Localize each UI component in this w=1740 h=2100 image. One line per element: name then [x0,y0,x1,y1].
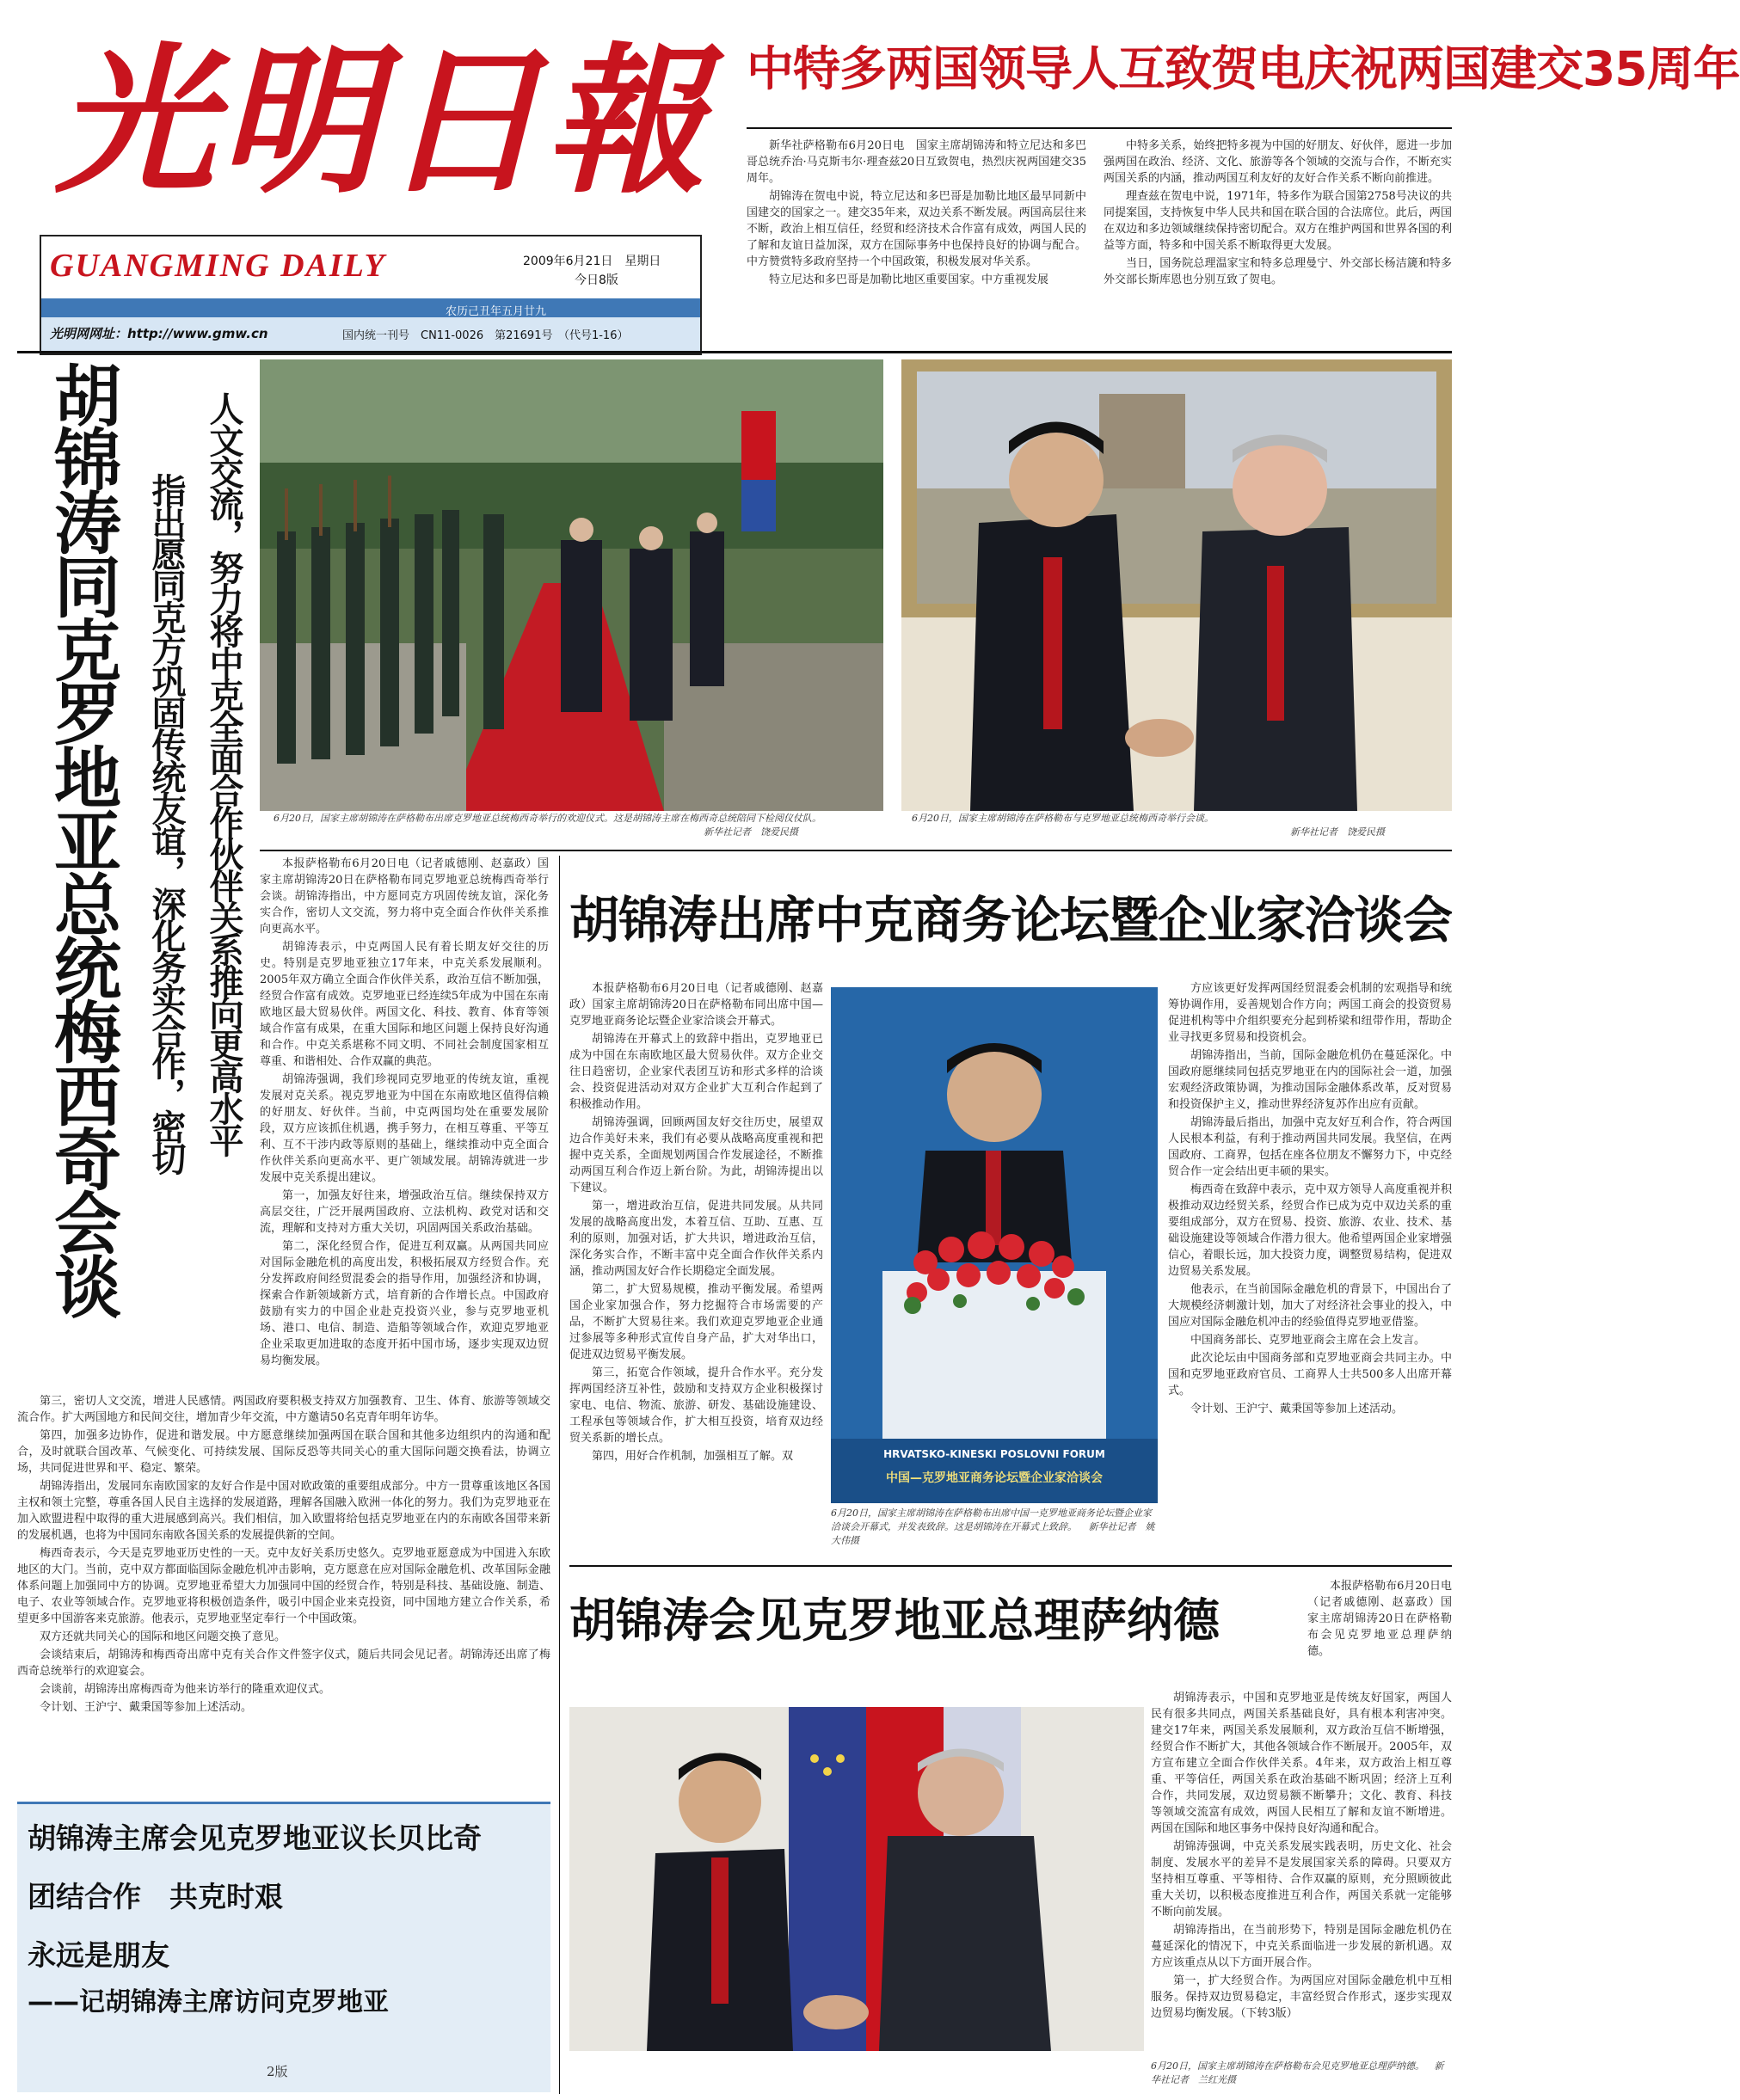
meeting-intro: 本报萨格勒布6月20日电（记者戚德刚、赵嘉政）国家主席胡锦涛20日在萨格勒布会见克罗地亚总理萨纳德。 [1307,1580,1452,1658]
top-story-col-2: 中特多关系，始终把特多视为中国的好朋友、好伙伴，愿进一步加强两国在政治、经济、文化、旅游等各个领域的交流与合作，不断充实两国关系的内涵，推动两国互利友好的友好合作关系不断向前推进。 理查兹在贺电中说，1971年，特多作为联合国第2758号决议的共同提案国，支持恢复中华人民共和国在联合国的合法席位。此后，两国在双边和多边领域继续保持密切配合。双方在维护两国和世界各国的利益等方面，特多和中国关系不断取得更大发展。 当日，国务院总理温家宝和特多总理曼宁、外交部长杨洁篪和特多外交部长斯库恩也分别互致了贺电。 [1104,139,1452,286]
lead-headline: 胡锦涛同克罗地亚总统梅西奇会谈 [43,361,120,1316]
column-divider [559,856,560,2094]
photo-4-caption: 6月20日，国家主席胡锦涛在萨格勒布会见克罗地亚总理萨纳德。 新华社记者 兰红光摄 [1151,2060,1444,2085]
issue-number: 国内统一刊号 CN11-0026 第21691号 （代号1-16） [342,329,629,342]
lunar-date: 农历己丑年五月廿九 [446,305,547,318]
promo-line-2[interactable]: 团结合作 共克时艰 [28,1880,283,1913]
website-url[interactable]: 光明网网址：http://www.gmw.cn [50,326,268,341]
blue-band [41,298,700,317]
promo-line-4[interactable]: ——记胡锦涛主席访问克罗地亚 [28,1987,389,2017]
forum-banner-croatian: HRVATSKO-KINESKI POSLOVNI FORUM [883,1448,1105,1460]
forum-headline: 胡锦涛出席中克商务论坛暨企业家洽谈会 [569,891,1453,949]
lead-body-column: 本报萨格勒布6月20日电（记者戚德刚、赵嘉政）国家主席胡锦涛20日在萨格勒布同克罗地亚总统梅西奇举行会谈。胡锦涛指出，中方愿同克方巩固传统友谊，深化务实合作，密切人文交流，努力将中克全面合作伙伴关系推向更高水平。 胡锦涛表示，中克两国人民有着长期友好交往的历史。特别是克罗地亚独立17年来，中克关系发展顺利。2005年双方确立全面合作伙伴关系，政治互信不断加强，经贸合作富有成效。克罗地亚已经连续5年成为中国在东南欧地区最大贸易伙伴。两国文化、科技、教育、体育等领域合作富有成果，在重大国际和地区问题上保持良好沟通和合作。中克关系堪称不同文明、不同社会制度国家相互尊重、和谐相处、合作双赢的典范。 胡锦涛强调，我们珍视同克罗地亚的传统友谊，重视发展对克关系。视克罗地亚为中国在东南欧地区值得信赖的好朋友、好伙伴。当前，中克两国均处在重要发展阶段，双方应该抓住机遇，携手努力，在相互尊重、平等互利、互不干涉内政等原则的基础上，继续推动中克全面合作伙伴关系向更高水平、更广领域发展。胡锦涛就进一步发展中克关系提出建议。 第一，加强友好往来，增强政治互信。继续保持双方高层交往，广泛开展两国政府、立法机构、政党对话和交流，理解和支持对方重大关切，巩固两国关系政治基础。 第二，深化经贸合作，促进互利双赢。从两国共同应对国际金融危机的高度出发，积极拓展双方经贸合作。充分发挥政府间经贸混委会的指导作用，加强经济和协调，探索合作新领域新方式，培育新的合作增长点。中国政府鼓励有实力的中国企业赴克投资兴业，参与克罗地亚机场、港口、电信、制造、造船等领域合作，欢迎克罗地亚企业采取更加进取的态度开拓中国市场，逐步实现双边贸易均衡发展。 [260,857,549,1367]
masthead-logo: 光明日報 [55,27,710,215]
photo-2-caption: 6月20日，国家主席胡锦涛在萨格勒布与克罗地亚总统梅西奇举行会谈。 新华社记者 饶爱民摄 [912,813,1385,838]
lead-subhead-1: 人文交流，努力将中克全面合作伙伴关系推向更高水平 [204,391,243,1155]
promo-box[interactable] [17,1802,550,2092]
top-story-col-1: 新华社萨格勒布6月20日电 国家主席胡锦涛和特立尼达和多巴哥总统乔治·马克斯韦尔·理查兹20日互致贺电，热烈庆祝两国建交35周年。 胡锦涛在贺电中说，特立尼达和多巴哥是加勒比地区最早同新中国建交的国家之一。建交35年来，双边关系不断发展。两国高层往来不断，政治上相互信任，经贸和经济技术合作富有成效，两国人民的了解和友谊日益加深，双方在国际事务中也保持良好的协调与配合。中方赞赏特多政府坚持一个中国政策，积极发展对华关系。 特立尼达和多巴哥是加勒比地区重要国家。中方重视发展 [747,139,1086,286]
page-count: 今日8版 [575,273,618,287]
photo-1-caption: 6月20日，国家主席胡锦涛在萨格勒布出席克罗地亚总统梅西奇举行的欢迎仪式。这是胡锦涛主席在梅西奇总统陪同下检阅仪仗队。 新华社记者 饶爱民摄 [274,813,821,838]
promo-page-ref[interactable]: 2版 [267,2064,288,2079]
lead-subhead-2: 指出愿同克方巩固传统友谊，深化务实合作，密切 [146,473,186,1173]
honor-guard-image [260,359,883,811]
masthead-box [40,235,702,355]
photo-row-rule [260,850,1452,851]
photo-forum-speech [831,987,1158,1503]
forum-col-1: 本报萨格勒布6月20日电（记者戚德刚、赵嘉政）国家主席胡锦涛20日在萨格勒布同出席中国—克罗地亚商务论坛暨企业家洽谈会开幕式。 胡锦涛在开幕式上的致辞中指出，克罗地亚已成为中国在东南欧地区最大贸易伙伴。双方企业交往日趋密切，企业家代表团互访和形式多样的洽谈会、投资促进活动对双方企业扩大互利合作起到了积极推动作用。 胡锦涛强调，回顾两国友好交往历史，展望双边合作美好未来，我们有必要从战略高度重视和把握中克关系，全面规划两国合作发展途径，不断推动两国互利合作迈上新台阶。为此，胡锦涛提出以下建议。 第一，增进政治互信，促进共同发展。从共同发展的战略高度出发，本着互信、互助、互惠、互利的原则，加强对话，扩大共识，增进政治互信，深化务实合作，不断丰富中克全面合作伙伴关系内涵，推动两国友好合作长期稳定全面发展。 第二，扩大贸易规模，推动平衡发展。希望两国企业家加强合作，努力挖掘符合市场需要的产品，不断扩大贸易往来。我们欢迎克罗地亚企业通过参展等多种形式宣传自身产品，扩大对华出口，促进双边贸易平衡发展。 第三，拓宽合作领域，提升合作水平。充分发挥两国经济互补性，鼓励和支持双方企业积极探讨家电、电信、物流、旅游、研发、基础设施建设、工程承包等领域合作，扩大相互投资，培育双边经贸关系新的增长点。 第四，用好合作机制，加强相互了解。双 [569,982,823,1463]
meeting-body: 胡锦涛表示，中国和克罗地亚是传统友好国家，两国人民有很多共同点，两国关系基础良好，具有根本利害冲突。建交17年来，两国关系发展顺利，双方政治互信不断增强，经贸合作不断扩大，其他各领域合作不断展开。2005年，双方宣布建立全面合作伙伴关系。4年来，双方政治上相互尊重、平等信任，两国关系在政治基础不断巩固；经济上互利合作，共同发展，双边贸易额不断攀升；文化、教育、科技等领域交流富有成效，两国人民相互了解和友谊不断增进。两国在国际和地区事务中保持良好沟通和配合。 胡锦涛强调，中克关系发展实践表明，历史文化、社会制度、发展水平的差异不是发展国家关系的障碍。只要双方坚持相互尊重、平等相待、合作双赢的原则，充分照顾彼此重大关切，以积极态度推进互利合作，两国关系就一定能够不断向前发展。 胡锦涛指出，在当前形势下，特别是国际金融危机仍在蔓延深化的情况下，中克关系面临进一步发展的新机遇。双方应该重点从以下方面开展合作。 第一，扩大经贸合作。为两国应对国际金融危机中互相服务。保持双边贸易稳定，丰富经贸合作形式，逐步实现双边贸易均衡发展。（下转3版） [1151,1692,1452,2020]
logo-english: GUANGMING DAILY [50,248,386,284]
photo-4-credit: 新华社记者 兰红光摄 [1151,2060,1444,2085]
meeting-image [569,1707,1144,2051]
top-rule [747,127,1452,129]
masthead [31,7,710,359]
photo-handshake [901,359,1452,811]
forum-col-2: 方应该更好发挥两国经贸混委会机制的宏观指导和统筹协调作用，妥善规划合作方向；两国工商会的投资贸易促进机构等中介组织要充分起到桥梁和纽带作用，帮助企业寻找更多贸易和投资机会。 胡锦涛指出，当前，国际金融危机仍在蔓延深化。中国政府愿继续同包括克罗地亚在内的国际社会一道，加强宏观经济政策协调，为推动国际金融体系改革，反对贸易和投资保护主义，推动世界经济复苏作出应有贡献。 胡锦涛最后指出，加强中克友好互利合作，符合两国人民根本利益，有利于推动两国共同发展。我坚信，在两国政府、工商界，包括在座各位朋友不懈努力下，中克经贸合作一定会结出更丰硕的果实。 梅西奇在致辞中表示，克中双方领导人高度重视并积极推动双边经贸关系，经贸合作已成为克中双边关系的重要组成部分，双方在贸易、投资、旅游、农业、技术、基础设施建设等领域合作潜力很大。他希望两国企业家增强信心，着眼长远，加大投资力度，调整贸易结构，促进双边贸易关系发展。 他表示，在当前国际金融危机的背景下，中国出台了大规模经济刺激计划，加大了对经济社会事业的投入，中国应对国际金融危机冲击的经验值得克罗地亚借鉴。 中国商务部长、克罗地亚商会主席在会上发言。 此次论坛由中国商务部和克罗地亚商会共同主办。中国和克罗地亚政府官员、工商界人士共500多人出席开幕式。 令计划、王沪宁、戴秉国等参加上述活动。 [1168,982,1452,1415]
photo-3-credit: 新华社记者 姚大伟摄 [831,1521,1155,1546]
photo-meeting [569,1707,1144,2051]
photo-2-credit: 新华社记者 饶爱民摄 [1290,826,1385,838]
promo-line-3[interactable]: 永远是朋友 [28,1938,169,1972]
forum-bottom-rule [569,1565,1452,1567]
promo-line-1[interactable]: 胡锦涛主席会见克罗地亚议长贝比奇 [28,1821,482,1855]
lead-body-wide: 第三，密切人文交流，增进人民感情。两国政府要积极支持双方加强教育、卫生、体育、旅游等领域交流合作。扩大两国地方和民间交往，增加青少年交流，中方邀请50名克青年明年访华。 第四，加强多边协作，促进和谐发展。中方愿意继续加强两国在联合国和其他多边组织内的沟通和配合，及时就联合国改革、气候变化、可持续发展、国际反恐等共同关心的重大国际问题交换看法，协调立场，共同促进世界和平、稳定、繁荣。 胡锦涛指出，发展同东南欧国家的友好合作是中国对欧政策的重要组成部分。中方一贯尊重该地区各国主权和领土完整，尊重各国人民自主选择的发展道路，理解各国融入欧洲一体化的努力。我们为克罗地亚在加入欧盟进程中取得的重大进展感到高兴。我们相信，加入欧盟将给包括克罗地亚在内的东南欧各国带来新的发展机遇，也将为中国同东南欧各国关系的发展提供新的空间。 梅西奇表示，今天是克罗地亚历史性的一天。克中友好关系历史悠久。克罗地亚愿意成为中国进入东欧地区的大门。当前，克中双方都面临国际金融危机冲击影响，克方愿意在应对国际金融危机、改革国际金融体系问题上加强同中方的协调。克罗地亚希望大力加强同中国的经贸合作，特别是科技、基础设施、制造、电子、农业等领域合作。克罗地亚将积极创造条件，吸引中国企业来克投资，同中国地方建立合作关系，希望更多中国游客来克旅游。他表示，克罗地亚坚定奉行一个中国政策。 双方还就共同关心的国际和地区问题交换了意见。 会谈结束后，胡锦涛和梅西奇出席中克有关合作文件签字仪式，随后共同会见记者。胡锦涛还出席了梅西奇总统举行的欢迎宴会。 会谈前，胡锦涛出席梅西奇为他来访举行的隆重欢迎仪式。 令计划、王沪宁、戴秉国等参加上述活动。 [17,1395,550,1714]
handshake-image [901,359,1452,811]
forum-speech-image [831,987,1158,1503]
forum-banner-chinese: 中国—克罗地亚商务论坛暨企业家洽谈会 [886,1471,1103,1485]
top-story-headline: 中特多两国领导人互致贺电庆祝两国建交35周年 [747,41,1740,96]
date-text: 2009年6月21日 星期日 [523,255,661,268]
photo-3-caption: 6月20日，国家主席胡锦涛在萨格勒布出席中国一克罗地亚商务论坛暨企业家洽谈会开幕式，并发表致辞。这是胡锦涛在开幕式上致辞。 新华社记者 姚大伟摄 [831,1507,1155,1546]
photo-honor-guard [260,359,883,811]
photo-1-credit: 新华社记者 饶爱民摄 [704,826,798,838]
masthead-bottom-rule [17,351,1452,353]
meeting-headline: 胡锦涛会见克罗地亚总理萨纳德 [569,1593,1220,1648]
